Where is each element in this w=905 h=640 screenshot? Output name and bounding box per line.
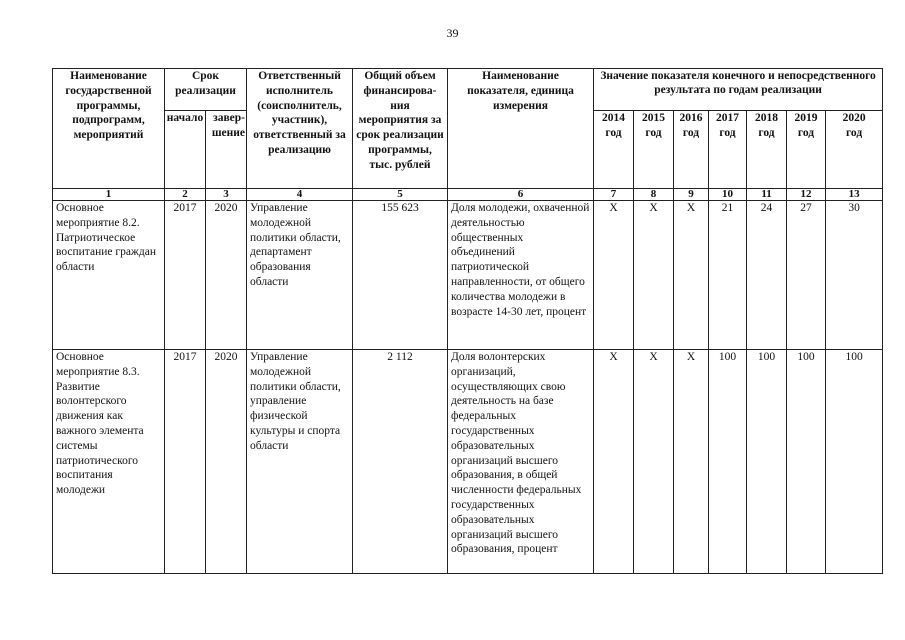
header-funding: Общий объем финансирова-ния мероприятия за срок реализации программы, тыс. рублей: [353, 69, 448, 189]
header-year-2014: 2014 год: [594, 111, 634, 189]
value-2018: 24: [747, 201, 787, 350]
funding-cell: 155 623: [353, 201, 448, 350]
header-year-2015: 2015 год: [634, 111, 674, 189]
value-2014: X: [594, 350, 634, 574]
start-year-cell: 2017: [165, 350, 206, 574]
program-cell: Основное мероприятие 8.3. Развитие волонтерского движения как важного элемента системы патриотического воспитания молодежи: [53, 350, 165, 574]
column-number: 11: [747, 189, 787, 201]
column-number: 3: [206, 189, 247, 201]
value-2014: X: [594, 201, 634, 350]
header-period-start: начало: [165, 111, 206, 189]
value-2020: 100: [826, 350, 883, 574]
end-year-cell: 2020: [206, 350, 247, 574]
value-2019: 100: [787, 350, 826, 574]
value-2020: 30: [826, 201, 883, 350]
value-2016: X: [674, 350, 709, 574]
start-year-cell: 2017: [165, 201, 206, 350]
column-number: 1: [53, 189, 165, 201]
header-program: Наименование государственной программы, подпрограмм, мероприятий: [53, 69, 165, 189]
header-year-2019: 2019 год: [787, 111, 826, 189]
executor-cell: Управление молодежной политики области, управление физической культуры и спорта области: [247, 350, 353, 574]
header-year-2018: 2018 год: [747, 111, 787, 189]
header-year-2016: 2016 год: [674, 111, 709, 189]
column-number: 6: [448, 189, 594, 201]
column-number: 7: [594, 189, 634, 201]
value-2016: X: [674, 201, 709, 350]
column-number: 4: [247, 189, 353, 201]
executor-cell: Управление молодежной политики области, департамент образования области: [247, 201, 353, 350]
column-number: 13: [826, 189, 883, 201]
indicators-table: [52, 68, 883, 574]
end-year-cell: 2020: [206, 201, 247, 350]
header-period-end: завер-шение: [206, 111, 247, 189]
header-indicator-values: Значение показателя конечного и непосредственного результата по годам реализации: [594, 69, 883, 111]
header-period: Срок реализации: [165, 69, 247, 111]
column-number: 12: [787, 189, 826, 201]
table-row: [53, 350, 883, 574]
program-cell: Основное мероприятие 8.2. Патриотическое воспитание граждан области: [53, 201, 165, 350]
value-2015: X: [634, 350, 674, 574]
page-number: 39: [446, 26, 459, 40]
column-number: 8: [634, 189, 674, 201]
column-number: 2: [165, 189, 206, 201]
value-2015: X: [634, 201, 674, 350]
column-number: 10: [709, 189, 747, 201]
funding-cell: 2 112: [353, 350, 448, 574]
header-year-2020: 2020 год: [826, 111, 883, 189]
header-indicator: Наименование показателя, единица измерения: [448, 69, 594, 189]
header-year-2017: 2017 год: [709, 111, 747, 189]
table-row: [53, 201, 883, 350]
indicator-cell: Доля молодежи, охваченной деятельностью общественных объединений патриотической направленности, от общего количества молодежи в возрасте 14-30 лет, процент: [448, 201, 594, 350]
indicator-cell: Доля волонтерских организаций, осуществляющих свою деятельность на базе федеральных государственных образовательных организаций высшего образования, в общей численности федеральных государственных образовательных организаций высшего образования, процент: [448, 350, 594, 574]
value-2018: 100: [747, 350, 787, 574]
column-number: 5: [353, 189, 448, 201]
column-number-row: [53, 189, 883, 201]
value-2017: 100: [709, 350, 747, 574]
value-2017: 21: [709, 201, 747, 350]
value-2019: 27: [787, 201, 826, 350]
header-executor: Ответственный исполнитель (соисполнитель, участник), ответственный за реализацию: [247, 69, 353, 189]
column-number: 9: [674, 189, 709, 201]
